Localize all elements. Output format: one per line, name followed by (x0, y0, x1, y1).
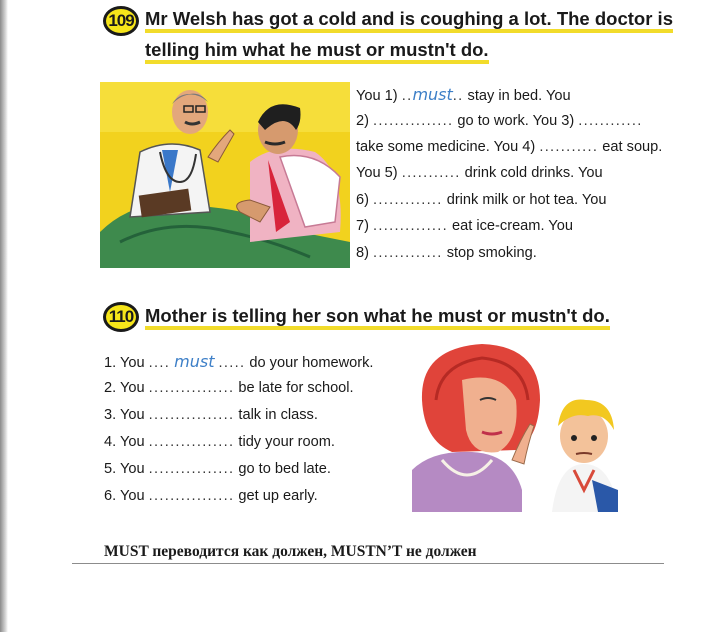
exercise-number-badge-110: 110 (103, 302, 139, 332)
exercise-109-heading-line2: telling him what he must or mustn't do. (145, 39, 489, 61)
translation-note: MUST переводится как должен, MUSTN’T не должен (104, 543, 477, 560)
answer-must-109: must (412, 85, 453, 104)
blank-8: ............. (373, 245, 443, 261)
exercise-109-line-3: take some medicine. You 4) ........... eat soup. (356, 139, 663, 155)
exercise-110-item-6: 6. You ................ get up early. (104, 488, 318, 504)
exercise-109-line-6: 7) .............. eat ice-cream. You (356, 218, 573, 234)
exercise-110-item-2: 2. You ................ be late for school. (104, 380, 354, 396)
exercise-109-heading-line1: Mr Welsh has got a cold and is coughing a lot. The doctor is (145, 8, 673, 30)
divider-line (72, 563, 664, 564)
exercise-109-line-5: 6) ............. drink milk or hot tea. You (356, 192, 607, 208)
exercise-110-item-3: 3. You ................ talk in class. (104, 407, 318, 423)
blank-5: ........... (401, 165, 461, 181)
blank-4: ........... (539, 139, 599, 155)
answer-must-110: must (174, 352, 215, 371)
left-page-edge (0, 0, 8, 632)
exercise-110-item-1: 1. You .... must ..... do your homework. (104, 352, 374, 371)
blank-6: ............. (373, 192, 443, 208)
exercise-109-line-7: 8) ............. stop smoking. (356, 245, 537, 261)
exercise-109-line-1: You 1) ..must.. stay in bed. You (356, 85, 571, 104)
mother-and-son-illustration (412, 340, 624, 512)
exercise-109-line-2: 2) ............... go to work. You 3) ............ (356, 113, 643, 129)
exercise-110-item-4: 4. You ................ tidy your room. (104, 434, 335, 450)
blank-7: .............. (373, 218, 448, 234)
blank-3: ............ (578, 113, 643, 129)
doctor-and-patient-illustration (100, 82, 350, 268)
exercise-number-badge-109: 109 (103, 6, 139, 36)
blank-2: ............... (373, 113, 454, 129)
exercise-110-heading: Mother is telling her son what he must or mustn't do. (145, 305, 610, 327)
exercise-110-item-5: 5. You ................ go to bed late. (104, 461, 331, 477)
exercise-109-line-4: You 5) ........... drink cold drinks. You (356, 165, 603, 181)
